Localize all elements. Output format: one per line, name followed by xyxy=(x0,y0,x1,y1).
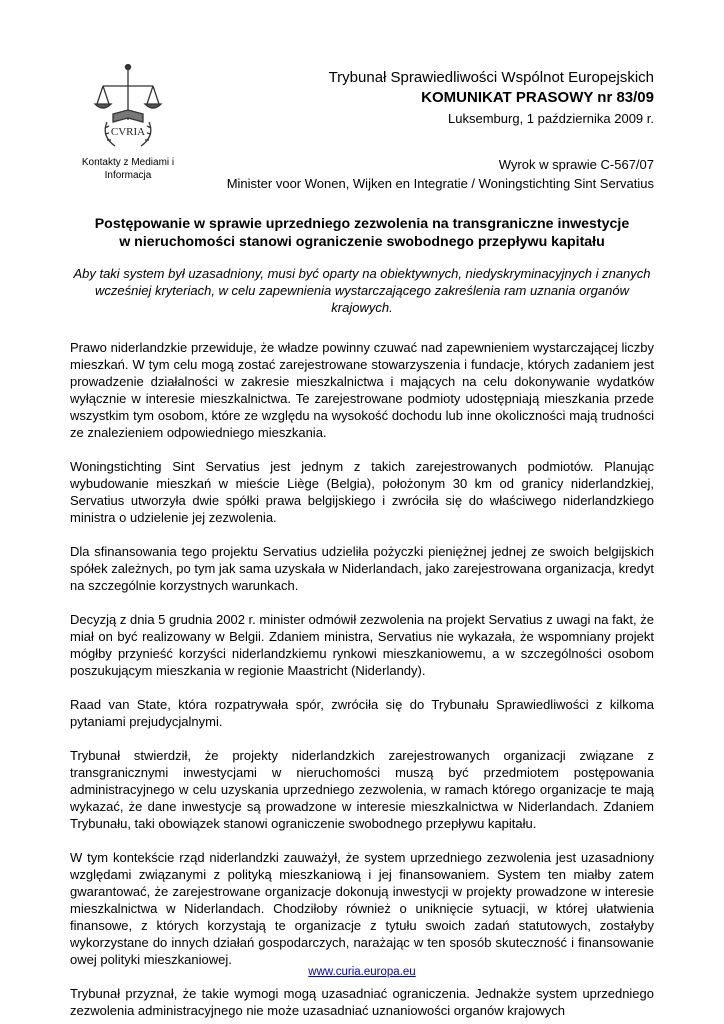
body-content xyxy=(70,339,654,1019)
logo-text: CVRIA xyxy=(110,126,146,138)
curia-logo-block xyxy=(66,62,190,182)
date-place: Luksemburg, 1 października 2009 r. xyxy=(448,111,654,126)
body-paragraph: Decyzją z dnia 5 grudnia 2002 r. minister odmówił zezwolenia na projekt Servatius z uwagi na fakt, że miał on być realizowany w Belgii. Zdaniem ministra, Servatius nie wykazała, że wspomniany projekt mógłby przynieść korzyści niderlandzkiemu rynkowi mieszkaniowemu, a w szczególności osobom poszukującym mieszkania w regionie Maastricht (Niderlandy). xyxy=(70,612,654,678)
body-paragraph: Prawo niderlandzkie przewiduje, że władze powinny czuwać nad zapewnieniem wystarczającej liczby mieszkań. W tym celu mogą zostać zarejestrowane stowarzyszenia i fundacje, których zadaniem jest prowadzenie działalności w zakresie mieszkalnictwa i mających na celu dokonywanie wydatków wyłącznie w interesie mieszkalnictwa. Te zarejestrowane podmioty udostępniają mieszkania przede wszystkim tym osobom, które ze względu na wysokość dochodu lub inne okoliczności mają trudności ze znalezieniem odpowiedniego mieszkania. xyxy=(70,340,654,440)
page-title xyxy=(70,215,654,251)
case-number: Wyrok w sprawie C-567/07 xyxy=(498,157,654,172)
footer xyxy=(0,966,724,978)
case-info xyxy=(184,157,654,192)
title-line: Postępowanie w sprawie uprzedniego zezwolenia na transgraniczne inwestycje xyxy=(94,216,630,232)
institution-name: Trybunał Sprawiedliwości Wspólnot Europejskich xyxy=(328,69,654,86)
curia-scales-logo-icon xyxy=(93,62,163,154)
title-line: w nieruchomości stanowi ograniczenie swobodnego przepływu kapitału xyxy=(119,234,605,250)
press-release-number: KOMUNIKAT PRASOWY nr 83/09 xyxy=(421,89,654,106)
body-paragraph: W tym kontekście rząd niderlandzki zauważył, że system uprzedniego zezwolenia jest uzasadniony względami związanymi z polityką mieszkaniową i jej finansowaniem. System ten miałby zatem gwarantować, że zarejestrowane organizacje dokonują inwestycji w projekty prowadzone w interesie mieszkalnictwa w Niderlandach. Chodziłoby również o uniknięcie sytuacji, w której ułatwienia finansowe, z których korzystają te organizacje z tytułu swoich zadań statutowych, zostałyby wykorzystane do innych działań gospodarczych, narażając w ten sposób skuteczność i finansowanie owej polityki mieszkaniowej. xyxy=(70,850,654,967)
case-parties: Minister voor Wonen, Wijken en Integratie / Woningstichting Sint Servatius xyxy=(226,176,654,191)
body-paragraph: Trybunał stwierdził, że projekty niderlandzkich zarejestrowanych organizacji związane z transgranicznymi inwestycjami w nieruchomości muszą być przedmiotem postępowania administracyjnego w celu uzyskania uprzedniego zezwolenia, w ramach którego organizacje te mają wykazać, że dane inwestycje są prowadzone w interesie mieszkalnictwa w Niderlandach. Zdaniem Trybunału, taki obowiązek stanowi ograniczenie swobodnego przepływu kapitału. xyxy=(70,748,654,831)
body-paragraph: Woningstichting Sint Servatius jest jednym z takich zarejestrowanych podmiotów. Planując wybudowanie mieszkań w mieście Liège (Belgia), położonym 30 km od granicy niderlandzkiej, Servatius utworzyła dwie spółki prawa belgijskiego i zwróciła się do właściwego niderlandzkiego ministra o udzielenie jej zezwolenia. xyxy=(70,459,654,525)
body-paragraph: Dla sfinansowania tego projektu Servatius udzieliła pożyczki pieniężnej jednej ze swoich belgijskich spółek zależnych, po tym jak sama uzyskała w Niderlandach, jako zarejestrowana organizacja, kredyt na szczególnie korzystnych warunkach. xyxy=(70,544,654,593)
body-paragraph: Trybunał przyznał, że takie wymogi mogą uzasadniać ograniczenia. Jednakże system uprzedniego zezwolenia administracyjnego nie może uzasadniać uznaniowości organów krajowych xyxy=(70,986,654,1018)
summary-subtitle: Aby taki system był uzasadniony, musi być oparty na obiektywnych, niedyskryminacyjnych i znanych wcześniej kryteriach, w celu zapewnienia wystarczającego zakreślenia ram uznania organów krajowych. xyxy=(73,266,651,315)
body-paragraph: Raad van State, która rozpatrywała spór, zwróciła się do Trybunału Sprawiedliwości z kilkoma pytaniami prejudycjalnymi. xyxy=(70,697,654,729)
header-info xyxy=(194,68,654,127)
media-contact-label: Kontakty z Mediami i Informacja xyxy=(81,157,175,181)
footer-website-link[interactable]: www.curia.europa.eu xyxy=(308,966,416,978)
